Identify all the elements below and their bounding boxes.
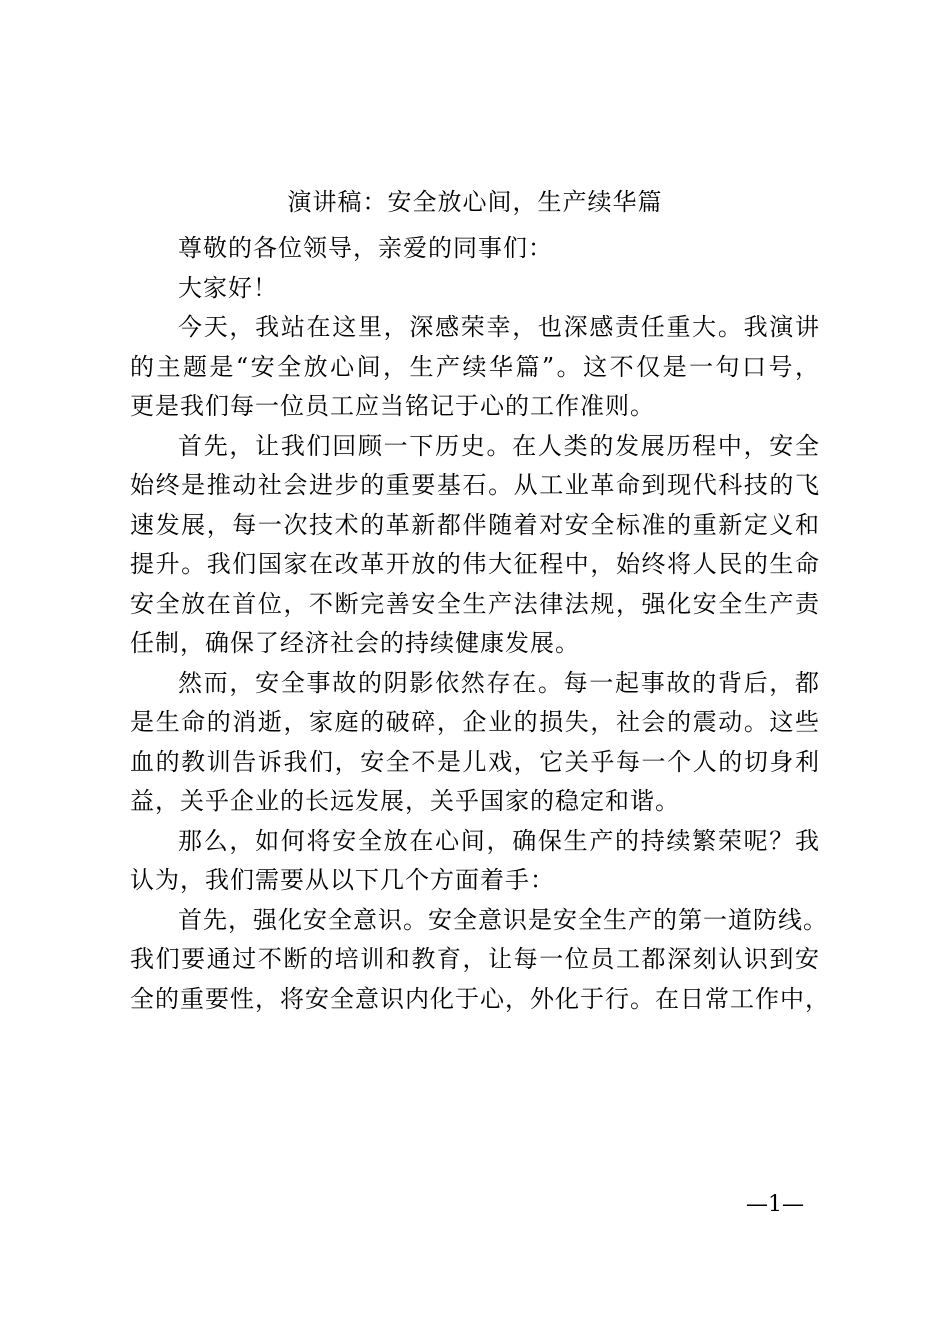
paragraph-line: 首先，强化安全意识。安全意识是安全生产的第一道防线。	[178, 905, 828, 934]
paragraph-line: 大家好！	[178, 273, 278, 302]
paragraph-line: 始终是推动社会进步的重要基石。从工业革命到现代科技的飞	[130, 471, 820, 499]
paragraph-line: 然而，安全事故的阴影依然存在。每一起事故的背后，都	[178, 668, 820, 697]
document-title: 演讲稿：安全放心间，生产续华篇	[287, 188, 663, 216]
paragraph-line: 速发展，每一次技术的革新都伴随着对安全标准的重新定义和	[130, 510, 820, 539]
paragraph-line: 全的重要性，将安全意识内化于心，外化于行。在日常工作中，	[130, 984, 830, 1013]
paragraph-line: 首先，让我们回顾一下历史。在人类的发展历程中，安全	[178, 431, 820, 460]
paragraph	[130, 308, 820, 427]
paragraph-line: 尊敬的各位领导，亲爱的同事们：	[178, 234, 553, 262]
paragraph-line: 提升。我们国家在改革开放的伟大征程中，始终将人民的生命	[130, 550, 820, 578]
paragraph-line: 安全放在首位，不断完善安全生产法律法规，强化安全生产责	[130, 589, 820, 618]
paragraph-line: 认为，我们需要从以下几个方面着手：	[130, 866, 555, 894]
paragraph-line: 那么，如何将安全放在心间，确保生产的持续繁荣呢？我	[178, 826, 820, 855]
paragraph	[130, 427, 820, 664]
paragraph	[130, 664, 820, 822]
paragraph	[130, 229, 820, 269]
paragraph	[130, 269, 820, 309]
paragraph-line: 益，关乎企业的长远发展，关乎国家的稳定和谐。	[130, 787, 680, 815]
paragraph-line: 今天，我站在这里，深感荣幸，也深感责任重大。我演讲	[178, 313, 820, 341]
page-number: —1—	[746, 1192, 804, 1217]
paragraph-line: 更是我们每一位员工应当铭记于心的工作准则。	[130, 392, 655, 420]
paragraph-line: 是生命的消逝，家庭的破碎，企业的损失，社会的震动。这些	[130, 708, 820, 736]
paragraph-line: 我们要通过不断的培训和教育，让每一位员工都深刻认识到安	[130, 945, 820, 973]
paragraph	[130, 901, 830, 1020]
paragraph-line: 任制，确保了经济社会的持续健康发展。	[130, 629, 580, 657]
document-body	[130, 229, 830, 1019]
paragraph-line: 血的教训告诉我们，安全不是儿戏，它关乎每一个人的切身利	[130, 747, 820, 776]
paragraph-line: 的主题是“安全放心间，生产续华篇”。这不仅是一句口号，	[130, 352, 820, 381]
paragraph	[130, 822, 820, 901]
